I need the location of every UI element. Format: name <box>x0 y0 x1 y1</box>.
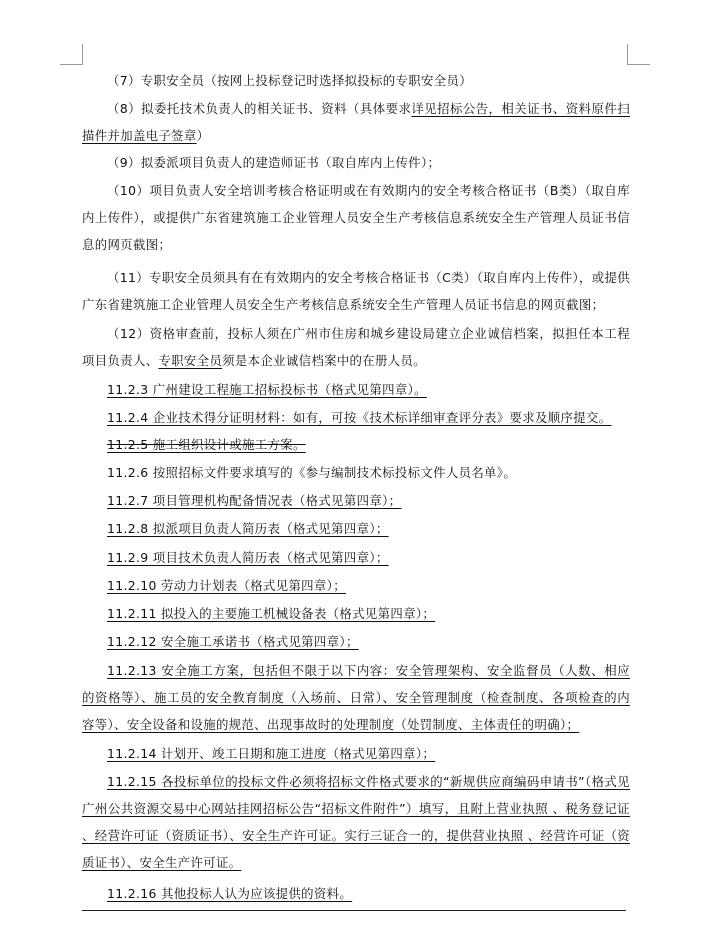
footer-rule <box>82 910 626 911</box>
paragraph-11-2-6: 11.2.6 按照招标文件要求填写的《参与编制技术标投标文件人员名单》。 <box>107 465 517 480</box>
paragraph-item-9: （9）拟委派项目负责人的建造师证书（取自库内上传件）； <box>107 155 441 170</box>
paragraph-item-12: （12）资格审查前，投标人须在广州市住房和城乡建设局建立企业诚信档案，拟担任本工程项目负责人、专职安全员须是本企业诚信档案中的在册人员。 <box>82 326 630 368</box>
crop-mark-top-left <box>60 44 83 65</box>
paragraph-11-2-3: 11.2.3 广州建设工程施工招标投标书（格式见第四章）。 <box>107 382 427 397</box>
paragraph-11-2-10: 11.2.10 劳动力计划表（格式见第四章）； <box>107 578 346 593</box>
paragraph-11-2-12: 11.2.12 安全施工承诺书（格式见第四章）； <box>107 634 359 649</box>
paragraph-11-2-9: 11.2.9 项目技术负责人简历表（格式见第四章）； <box>107 550 389 565</box>
underlined-safety-officer: 专职安全员 <box>158 353 223 368</box>
paragraph-11-2-7: 11.2.7 项目管理机构配备情况表（格式见第四章）； <box>107 493 402 508</box>
paragraph-11-2-14: 11.2.14 计划开、竣工日期和施工进度（格式见第四章）； <box>107 746 436 761</box>
paragraph-11-2-13: 11.2.13 安全施工方案，包括但不限于以下内容：安全管理架构、安全监督员（人数、相应的资格等）、施工员的安全教育制度（入场前、日常）、安全管理制度（检查制度、各项检查的内容等）、安全设备和设施的规范、出现事故时的处理制度（处罚制度、主体责任的明确）； <box>82 663 630 732</box>
crop-mark-top-right <box>627 44 650 65</box>
paragraph-11-2-5-deleted: 11.2.5 施工组织设计或施工方案。 <box>107 437 306 452</box>
paragraph-11-2-15: 11.2.15 各投标单位的投标文件必须将招标文件格式要求的“新规供应商编码申请书”（格式见广州公共资源交易中心网站挂网招标公告“招标文件附件”）填写，且附上营业执照 、税务登记证 、经营许可证（资质证书）、安全生产许可证。实行三证合一的，提供营业执照 、经营许可证（资质证书）、安全生产许可证。 <box>82 774 630 870</box>
paragraph-11-2-4: 11.2.4 企业技术得分证明材料：如有，可按《技术标详细审查评分表》要求及顺序提交。 <box>107 410 612 425</box>
paragraph-11-2-8: 11.2.8 拟派项目负责人简历表（格式见第四章）； <box>107 521 389 536</box>
paragraph-item-7: （7）专职安全员（按网上投标登记时选择拟投标的专职安全员） <box>107 73 472 88</box>
paragraph-item-8: （8）拟委托技术负责人的相关证书、资料（具体要求详见招标公告，相关证书、资料原件扫描件并加盖电子签章） <box>82 101 630 143</box>
paragraph-item-10: （10）项目负责人安全培训考核合格证明或在有效期内的安全考核合格证书（B类）（取自库内上传件），或提供广东省建筑施工企业管理人员安全生产考核信息系统安全生产管理人员证书信息的网页截图； <box>82 183 630 252</box>
paragraph-11-2-16: 11.2.16 其他投标人认为应该提供的资料。 <box>107 886 353 901</box>
underlined-requirement: 详见招标公告，相关证书、资料原件扫描件并加盖电子签章 <box>82 101 630 143</box>
paragraph-11-2-11: 11.2.11 拟投入的主要施工机械设备表（格式见第四章）； <box>107 606 436 621</box>
paragraph-item-11: （11）专职安全员须具有在有效期内的安全考核合格证书（C类）（取自库内上传件），或提供广东省建筑施工企业管理人员安全生产考核信息系统安全生产管理人员证书信息的网页截图； <box>82 270 630 312</box>
